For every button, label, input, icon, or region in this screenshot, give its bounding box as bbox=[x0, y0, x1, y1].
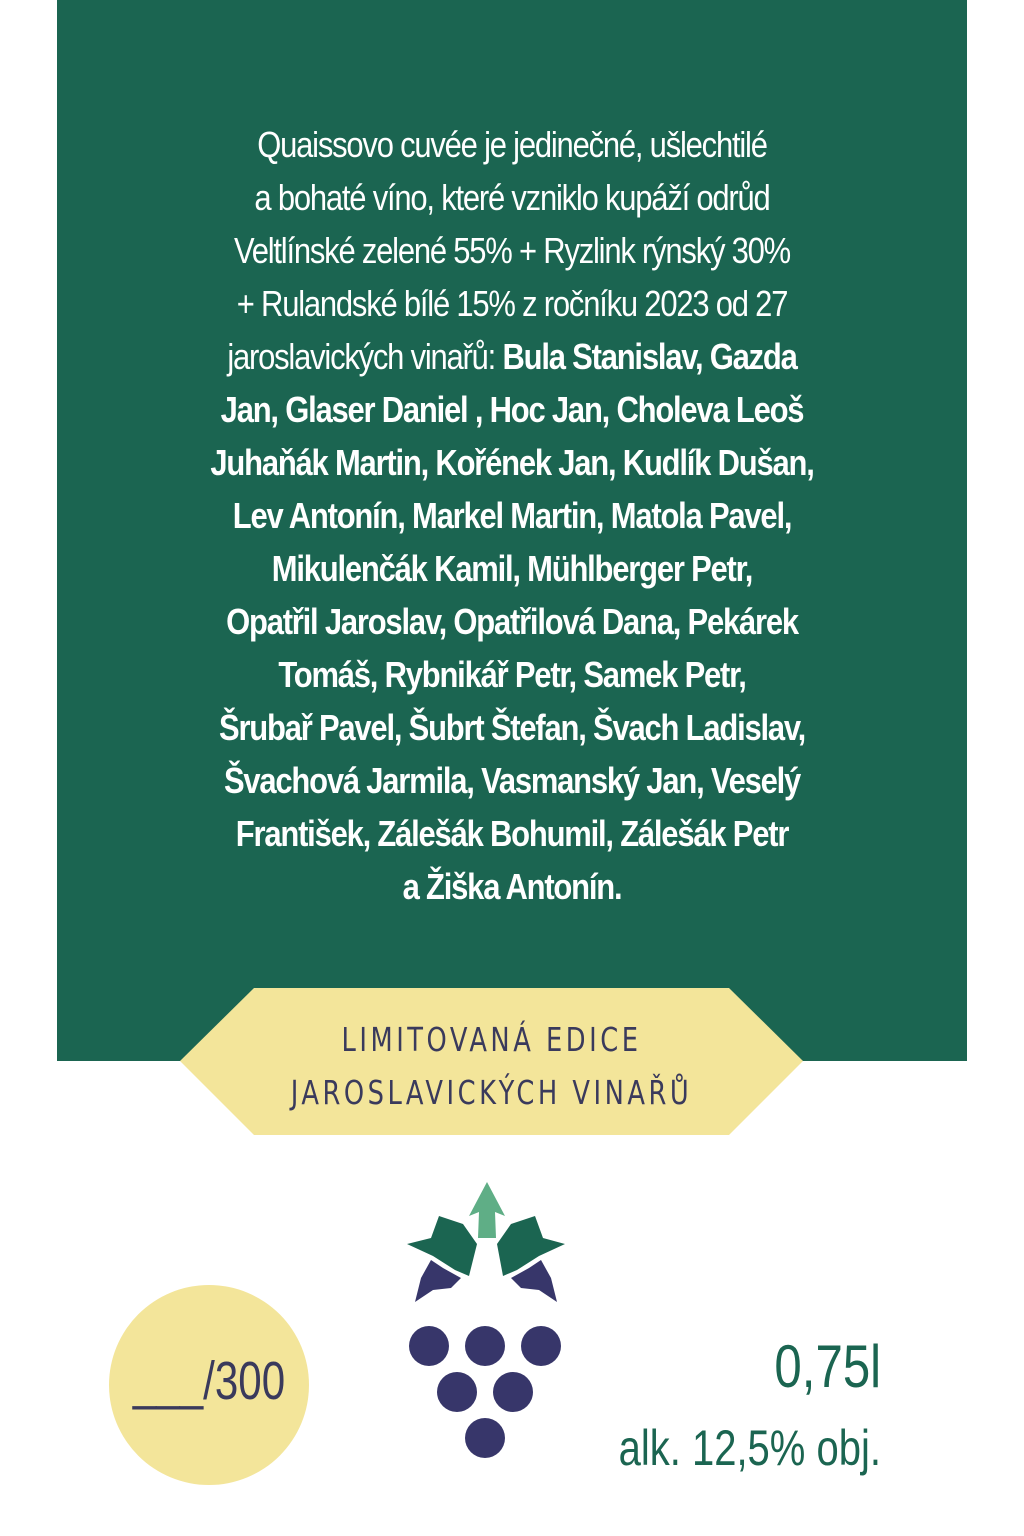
winemaker-names-line: Lev Antonín, Markel Martin, Matola Pavel, bbox=[232, 495, 792, 536]
description-mixed-line bbox=[121, 330, 904, 383]
winemaker-names-line: Šrubař Pavel, Šubrt Štefan, Švach Ladislav, bbox=[218, 707, 806, 748]
winemaker-names: Bula Stanislav, Gazda bbox=[502, 336, 797, 377]
banner-line-2: JAROSLAVICKÝCH VINAŘŮ bbox=[290, 1073, 693, 1112]
winemaker-names-line: Jan, Glaser Daniel , Hoc Jan, Choleva Leoš bbox=[220, 389, 804, 430]
winemaker-names-line: Juhaňák Martin, Kořének Jan, Kudlík Dušan, bbox=[210, 442, 814, 483]
wine-description bbox=[121, 118, 904, 913]
winemaker-names-line: Švachová Jarmila, Vasmanský Jan, Veselý bbox=[223, 760, 801, 801]
description-line: a bohaté víno, které vzniklo kupáží odrůd bbox=[254, 177, 770, 218]
edition-count: ___/300 bbox=[132, 1351, 286, 1411]
description-line: Quaissovo cuvée je jedinečné, ušlechtilé bbox=[257, 124, 767, 165]
banner-text bbox=[249, 1013, 735, 1119]
grape-cluster-icon bbox=[405, 1180, 565, 1470]
description-line: Veltlínské zelené 55% + Ryzlink rýnský 30% bbox=[233, 230, 791, 271]
winemaker-names-line: František, Zálešák Bohumil, Zálešák Petr bbox=[235, 813, 789, 854]
alcohol-content: alk. 12,5% obj. bbox=[618, 1420, 881, 1476]
edition-count-badge bbox=[109, 1285, 309, 1485]
winemaker-names-line: a Žiška Antonín. bbox=[402, 866, 622, 907]
bottle-volume: 0,75l bbox=[774, 1333, 881, 1400]
winemaker-names-line: Opatřil Jaroslav, Opatřilová Dana, Pekárek bbox=[226, 601, 798, 642]
description-line: + Rulandské bílé 15% z ročníku 2023 od 27 bbox=[236, 283, 788, 324]
limited-edition-banner bbox=[180, 988, 803, 1135]
winemakers-label: jaroslavických vinařů: bbox=[227, 336, 503, 377]
winemaker-names-line: Mikulenčák Kamil, Mühlberger Petr, bbox=[271, 548, 753, 589]
winemaker-names-line: Tomáš, Rybnikář Petr, Samek Petr, bbox=[278, 654, 746, 695]
banner-line-1: LIMITOVANÁ EDICE bbox=[341, 1020, 642, 1059]
